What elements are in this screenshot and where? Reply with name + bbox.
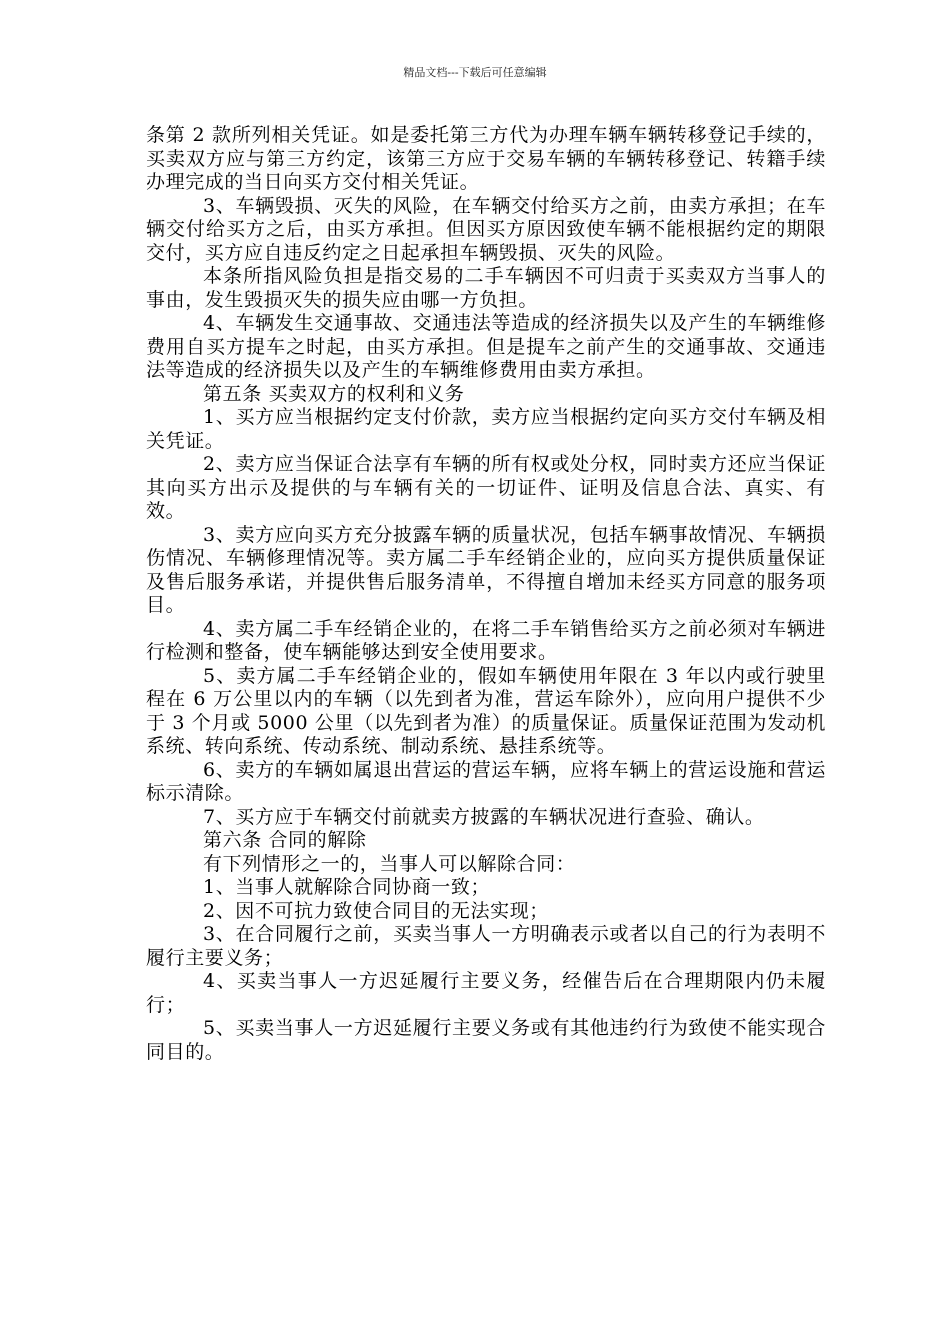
paragraph: 2、卖方应当保证合法享有车辆的所有权或处分权，同时卖方还应当保证其向买方出示及提供的与车辆有关的一切证件、证明及信息合法、真实、有效。	[146, 453, 826, 522]
section-heading: 第五条 买卖双方的权利和义务	[203, 382, 465, 405]
list-item: 5、买卖当事人一方迟延履行主要义务或有其他违约行为致使不能实现合同目的。	[146, 1017, 826, 1063]
list-item: 1、当事人就解除合同协商一致；	[203, 876, 491, 898]
paragraph: 本条所指风险负担是指交易的二手车辆因不可归责于买卖双方当事人的事由，发生毁损灭失的损失应由哪一方负担。	[146, 265, 826, 311]
paragraph: 4、车辆发生交通事故、交通违法等造成的经济损失以及产生的车辆维修费用自买方提车之时起，由买方承担。但是提车之前产生的交通事故、交通违法等造成的经济损失以及产生的车辆维修费用由卖方承担。	[146, 312, 826, 381]
paragraph: 3、车辆毁损、灭失的风险，在车辆交付给买方之前，由卖方承担；在车辆交付给买方之后，由买方承担。但因买方原因致使车辆不能根据约定的期限交付，买方应自违反约定之日起承担车辆毁损、灭失的风险。	[146, 194, 826, 264]
paragraph: 5、卖方属二手车经销企业的，假如车辆使用年限在 3 年以内或行驶里程在 6 万公里以内的车辆（以先到者为准，营运车除外），应向用户提供不少于 3 个月或 5000 公里（以先到者为准）的质量保证。质量保证范围为发动机系统、转向系统、传动系统、制动系统、悬挂系统等。	[146, 664, 826, 757]
paragraph: 4、卖方属二手车经销企业的，在将二手车销售给买方之前必须对车辆进行检测和整备，使车辆能够达到安全使用要求。	[146, 617, 826, 663]
page-header: 精品文档---下载后可任意编辑	[403, 66, 547, 79]
section-heading: 第六条 合同的解除	[203, 829, 367, 851]
paragraph: 1、买方应当根据约定支付价款，卖方应当根据约定向买方交付车辆及相关凭证。	[146, 406, 826, 452]
list-item: 3、在合同履行之前，买卖当事人一方明确表示或者以自己的行为表明不履行主要义务；	[146, 923, 826, 969]
document-body	[146, 124, 826, 1064]
list-item: 4、买卖当事人一方迟延履行主要义务，经催告后在合理期限内仍未履行；	[146, 970, 826, 1016]
paragraph: 3、卖方应向买方充分披露车辆的质量状况，包括车辆事故情况、车辆损伤情况、车辆修理情况等。卖方属二手车经销企业的，应向买方提供质量保证及售后服务承诺，并提供售后服务清单，不得擅自增加未经买方同意的服务项目。	[146, 523, 826, 616]
paragraph: 有下列情形之一的，当事人可以解除合同：	[203, 852, 576, 875]
paragraph: 7、买方应于车辆交付前就卖方披露的车辆状况进行查验、确认。	[203, 805, 765, 828]
list-item: 2、因不可抗力致使合同目的无法实现；	[203, 899, 549, 922]
paragraph: 6、卖方的车辆如属退出营运的营运车辆，应将车辆上的营运设施和营运标示清除。	[146, 758, 826, 804]
paragraph: 条第 2 款所列相关凭证。如是委托第三方代为办理车辆车辆转移登记手续的，买卖双方应与第三方约定，该第三方应于交易车辆的车辆转移登记、转籍手续办理完成的当日向买方交付相关凭证。	[146, 124, 826, 193]
